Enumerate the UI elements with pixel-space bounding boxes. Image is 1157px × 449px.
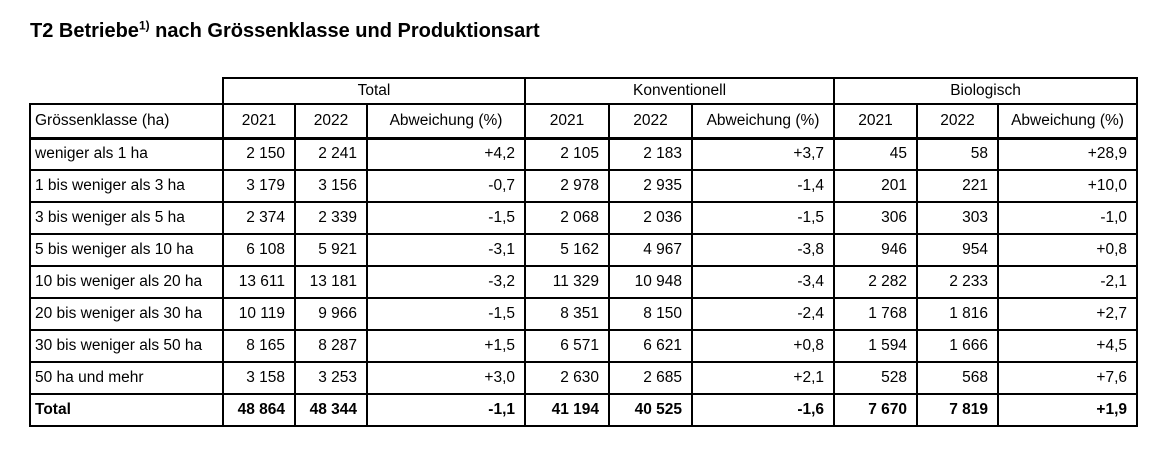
data-cell: 2 150 <box>223 138 295 170</box>
data-cell: -1,5 <box>367 298 525 330</box>
data-cell: 5 921 <box>295 234 367 266</box>
data-cell: 5 162 <box>525 234 609 266</box>
data-cell: 1 594 <box>834 330 917 362</box>
page-title-suffix: nach Grössenklasse und Produktionsart <box>149 20 540 42</box>
data-cell: 2 374 <box>223 202 295 234</box>
data-cell: -3,2 <box>367 266 525 298</box>
data-cell: +0,8 <box>998 234 1137 266</box>
data-cell: 2 068 <box>525 202 609 234</box>
row-label: weniger als 1 ha <box>30 138 223 170</box>
data-cell: 8 165 <box>223 330 295 362</box>
data-cell: +4,5 <box>998 330 1137 362</box>
data-cell: 1 816 <box>917 298 998 330</box>
data-cell: 40 525 <box>609 394 692 426</box>
data-cell: 8 150 <box>609 298 692 330</box>
row-label: 5 bis weniger als 10 ha <box>30 234 223 266</box>
row-label: 1 bis weniger als 3 ha <box>30 170 223 202</box>
group-header-total: Total <box>223 78 525 104</box>
data-cell: 2 282 <box>834 266 917 298</box>
data-cell: 2 183 <box>609 138 692 170</box>
col-header-total-abweichung: Abweichung (%) <box>367 104 525 138</box>
data-cell: +10,0 <box>998 170 1137 202</box>
data-cell: +7,6 <box>998 362 1137 394</box>
data-cell: 3 179 <box>223 170 295 202</box>
group-header-konventionell: Konventionell <box>525 78 834 104</box>
table-row <box>30 170 1137 202</box>
data-cell: +28,9 <box>998 138 1137 170</box>
page-title-prefix: T2 Betriebe <box>30 20 139 42</box>
data-cell: -1,1 <box>367 394 525 426</box>
data-cell: 221 <box>917 170 998 202</box>
col-header-groessenklasse: Grössenklasse (ha) <box>30 104 223 138</box>
data-cell: 3 158 <box>223 362 295 394</box>
group-header-row <box>30 78 1137 104</box>
data-cell: 8 287 <box>295 330 367 362</box>
data-cell: 48 344 <box>295 394 367 426</box>
col-header-biologisch-2022: 2022 <box>917 104 998 138</box>
column-header-row <box>30 104 1137 138</box>
data-cell: 13 181 <box>295 266 367 298</box>
data-cell: 1 666 <box>917 330 998 362</box>
data-cell: 2 036 <box>609 202 692 234</box>
data-cell: -2,1 <box>998 266 1137 298</box>
data-cell: -1,4 <box>692 170 834 202</box>
data-cell: 2 241 <box>295 138 367 170</box>
col-header-biologisch-2021: 2021 <box>834 104 917 138</box>
data-cell: 8 351 <box>525 298 609 330</box>
corner-cell <box>30 78 223 104</box>
data-cell: 58 <box>917 138 998 170</box>
data-cell: 2 630 <box>525 362 609 394</box>
data-cell: +2,7 <box>998 298 1137 330</box>
table-row <box>30 330 1137 362</box>
data-cell: +3,0 <box>367 362 525 394</box>
row-label: 50 ha und mehr <box>30 362 223 394</box>
group-header-biologisch: Biologisch <box>834 78 1137 104</box>
row-label: 3 bis weniger als 5 ha <box>30 202 223 234</box>
data-cell: 306 <box>834 202 917 234</box>
table-row <box>30 266 1137 298</box>
data-cell: +1,5 <box>367 330 525 362</box>
data-cell: 9 966 <box>295 298 367 330</box>
data-cell: 4 967 <box>609 234 692 266</box>
col-header-konventionell-2022: 2022 <box>609 104 692 138</box>
table-row <box>30 138 1137 170</box>
data-cell: +1,9 <box>998 394 1137 426</box>
data-cell: +2,1 <box>692 362 834 394</box>
data-cell: 201 <box>834 170 917 202</box>
col-header-konventionell-abweichung: Abweichung (%) <box>692 104 834 138</box>
data-cell: 45 <box>834 138 917 170</box>
data-cell: 3 156 <box>295 170 367 202</box>
data-cell: 2 233 <box>917 266 998 298</box>
data-cell: +0,8 <box>692 330 834 362</box>
data-cell: 7 670 <box>834 394 917 426</box>
data-cell: 10 948 <box>609 266 692 298</box>
data-cell: 946 <box>834 234 917 266</box>
data-cell: 6 571 <box>525 330 609 362</box>
data-cell: 528 <box>834 362 917 394</box>
data-cell: 1 768 <box>834 298 917 330</box>
data-cell: -3,8 <box>692 234 834 266</box>
data-cell: -1,6 <box>692 394 834 426</box>
data-cell: 3 253 <box>295 362 367 394</box>
data-cell: -2,4 <box>692 298 834 330</box>
data-cell: 13 611 <box>223 266 295 298</box>
data-cell: 41 194 <box>525 394 609 426</box>
table-row-total <box>30 394 1137 426</box>
col-header-biologisch-abweichung: Abweichung (%) <box>998 104 1137 138</box>
data-cell: 568 <box>917 362 998 394</box>
data-cell: 2 339 <box>295 202 367 234</box>
data-cell: 6 621 <box>609 330 692 362</box>
betriebe-table <box>29 77 1138 427</box>
data-cell: -1,0 <box>998 202 1137 234</box>
table-row <box>30 362 1137 394</box>
table-row <box>30 234 1137 266</box>
data-cell: 7 819 <box>917 394 998 426</box>
data-cell: 11 329 <box>525 266 609 298</box>
data-cell: 48 864 <box>223 394 295 426</box>
data-cell: +3,7 <box>692 138 834 170</box>
row-label: 20 bis weniger als 30 ha <box>30 298 223 330</box>
data-cell: -0,7 <box>367 170 525 202</box>
data-cell: 954 <box>917 234 998 266</box>
table-row <box>30 298 1137 330</box>
data-cell: 10 119 <box>223 298 295 330</box>
data-cell: -3,4 <box>692 266 834 298</box>
row-label: 30 bis weniger als 50 ha <box>30 330 223 362</box>
data-cell: 303 <box>917 202 998 234</box>
data-cell: -1,5 <box>692 202 834 234</box>
data-cell: -1,5 <box>367 202 525 234</box>
row-label: 10 bis weniger als 20 ha <box>30 266 223 298</box>
data-cell: -3,1 <box>367 234 525 266</box>
col-header-konventionell-2021: 2021 <box>525 104 609 138</box>
col-header-total-2022: 2022 <box>295 104 367 138</box>
data-cell: 6 108 <box>223 234 295 266</box>
footnote-marker: 1) <box>138 18 150 33</box>
row-label: Total <box>30 394 223 426</box>
col-header-total-2021: 2021 <box>223 104 295 138</box>
table-row <box>30 202 1137 234</box>
data-cell: +4,2 <box>367 138 525 170</box>
data-cell: 2 978 <box>525 170 609 202</box>
data-cell: 2 105 <box>525 138 609 170</box>
page-title <box>30 20 540 43</box>
data-cell: 2 935 <box>609 170 692 202</box>
data-cell: 2 685 <box>609 362 692 394</box>
